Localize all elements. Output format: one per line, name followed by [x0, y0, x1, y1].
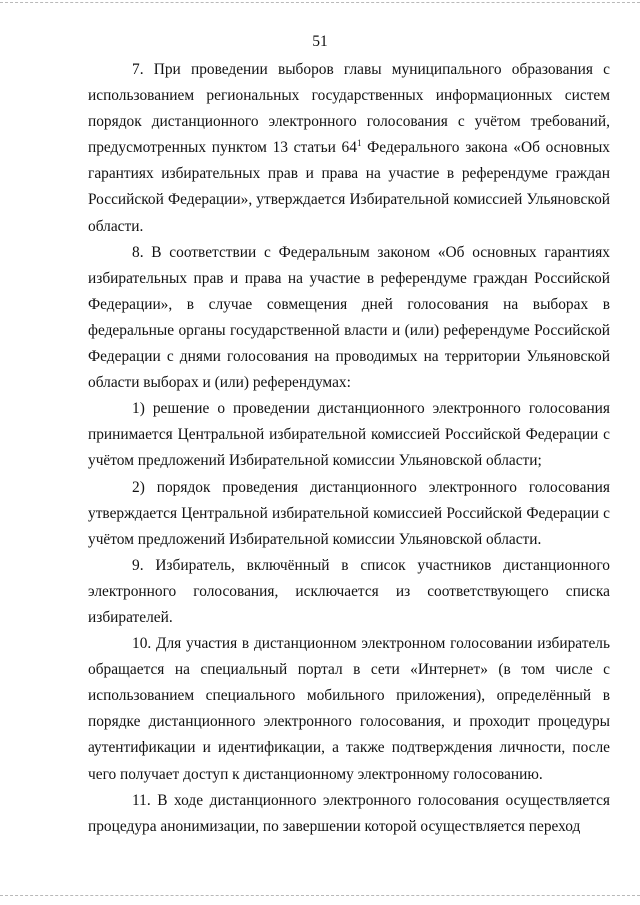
article-superscript: 1	[356, 138, 362, 149]
paragraph-8: 8. В соответствии с Федеральным законом «Об основных гарантиях избирательных прав и права на участие в референдуме граждан Российской Федерации», в случае совмещения дней голосования на выборах в федеральные органы государственной власти и (или) референдуме Российской Федерации с днями голосования на проводимых на территории Ульяновской области выборах и (или) референдумах:	[88, 243, 610, 392]
document-body	[88, 57, 610, 840]
paragraph-7-text-end: Федерального закона «Об основных гарантиях избирательных прав и права на участие в референдуме граждан Российской Федерации», утверждается Избирательной комиссией Ульяновской области.	[88, 139, 610, 235]
paragraph-11: 11. В ходе дистанционного электронного голосования осуществляется процедура анонимизации, по завершении которой осуществляется переход	[88, 791, 610, 835]
paragraph-8-item-1: 1) решение о проведении дистанционного электронного голосования принимается Центральной избирательной комиссией Российской Федерации с учётом предложений Избирательной комиссии Ульяновской области;	[88, 400, 610, 470]
paragraph-9: 9. Избиратель, включённый в список участников дистанционного электронного голосования, исключается из соответствующего списка избирателей.	[88, 556, 610, 626]
paragraph-10: 10. Для участия в дистанционном электронном голосовании избиратель обращается на специальный портал в сети «Интернет» (в том числе с использованием специального мобильного приложения), определённый в порядке дистанционного электронного голосования, и проходит процедуры аутентификации и идентификации, а также подтверждения личности, после чего получает доступ к дистанционному электронному голосованию.	[88, 635, 610, 783]
page-number: 51	[312, 33, 328, 50]
page-bottom-edge	[0, 895, 640, 896]
paragraph-8-item-2: 2) порядок проведения дистанционного электронного голосования утверждается Центральной избирательной комиссией Российской Федерации с учётом предложений Избирательной комиссии Ульяновской области.	[88, 478, 610, 548]
paragraph-7	[88, 57, 610, 240]
page-top-edge	[0, 2, 640, 3]
paragraph-7-text-start: 7. При проведении выборов главы муниципального образования с использованием региональных государственных информационных систем порядок дистанционного электронного голосования с учётом требований, предусмотренных пунктом 13 статьи 64	[88, 61, 610, 157]
